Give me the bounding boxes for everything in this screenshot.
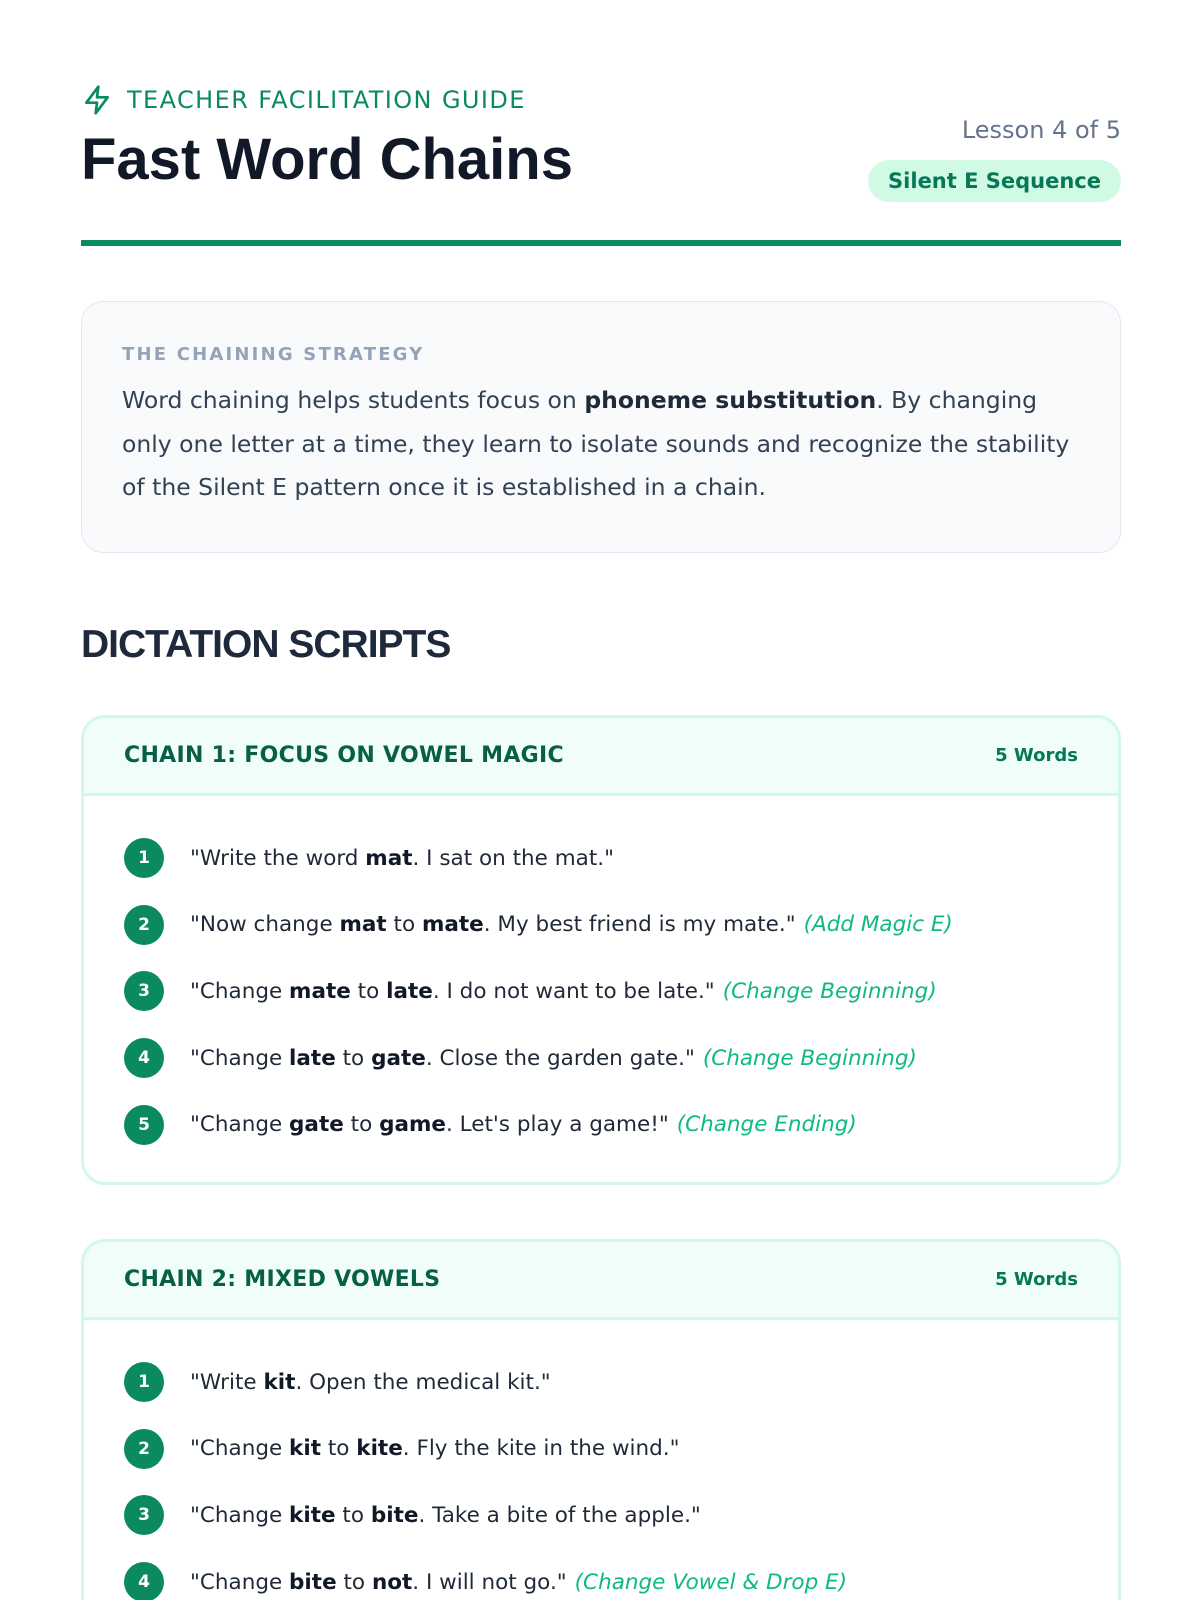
lesson-number: Lesson 4 of 5 — [961, 116, 1121, 144]
target-word: bite — [370, 1502, 419, 1528]
step-number-badge: 3 — [124, 1495, 164, 1535]
script-text: to — [336, 1569, 372, 1595]
strategy-body-emphasis: phoneme substitution — [584, 386, 877, 414]
step-hint: (Change Vowel & Drop E) — [574, 1569, 848, 1595]
target-word: mate — [421, 912, 484, 938]
step-script — [190, 1570, 847, 1595]
step-hint: (Change Beginning) — [722, 978, 937, 1004]
step-number-badge: 4 — [124, 1562, 164, 1600]
strategy-body-rest: . By changing only one letter at a time, they learn to isolate sounds and recognize the stability of the Silent E pattern once it is established in a chain. — [122, 386, 1070, 501]
chain-steps — [84, 1320, 1118, 1600]
strategy-card — [81, 301, 1121, 553]
dictation-step — [124, 1562, 1118, 1600]
target-word: kit — [289, 1436, 321, 1462]
script-text: to — [321, 1436, 357, 1462]
step-number-badge: 3 — [124, 971, 164, 1011]
step-number-badge: 4 — [124, 1038, 164, 1078]
script-text: "Change — [190, 1045, 290, 1071]
chain-word-count: 5 Words — [995, 745, 1078, 766]
script-text: . Close the garden gate." — [425, 1045, 695, 1071]
lesson-meta — [868, 118, 1121, 202]
step-number-badge: 2 — [124, 1429, 164, 1469]
target-word: mat — [365, 845, 413, 871]
target-word: not — [371, 1569, 413, 1595]
target-word: bite — [289, 1569, 337, 1595]
lightning-bolt-icon — [81, 84, 113, 116]
script-text: . Let's play a game!" — [445, 1112, 669, 1138]
guide-eyebrow — [81, 84, 526, 116]
step-hint: (Add Magic E) — [803, 912, 953, 938]
script-text: . Open the medical kit." — [295, 1369, 551, 1395]
script-text: to — [335, 1045, 372, 1071]
script-text: "Change — [190, 1502, 290, 1528]
dictation-step — [124, 1495, 1118, 1535]
target-word: gate — [371, 1045, 426, 1071]
script-text: "Change — [190, 1569, 290, 1595]
script-text: "Change — [190, 978, 290, 1004]
step-script — [190, 1112, 857, 1137]
dictation-step — [124, 1429, 1118, 1469]
step-number-badge: 1 — [124, 1362, 164, 1402]
chain-card — [81, 715, 1121, 1185]
script-text: to — [386, 912, 422, 938]
script-text: "Write the word — [190, 845, 366, 871]
chain-card — [81, 1239, 1121, 1600]
script-text: . My best friend is my mate." — [483, 912, 796, 938]
step-script — [190, 846, 614, 871]
dictation-step — [124, 838, 1118, 878]
step-script — [190, 1046, 917, 1071]
target-word: kit — [263, 1369, 296, 1395]
guide-eyebrow-label: TEACHER FACILITATION GUIDE — [127, 86, 526, 114]
script-text: "Change — [190, 1112, 290, 1138]
script-text: to — [350, 978, 387, 1004]
target-word: kite — [356, 1436, 403, 1462]
chain-word-count: 5 Words — [995, 1269, 1078, 1290]
target-word: game — [379, 1112, 446, 1138]
target-word: gate — [289, 1112, 344, 1138]
target-word: mat — [339, 912, 387, 938]
target-word: late — [289, 1045, 336, 1071]
step-number-badge: 2 — [124, 905, 164, 945]
step-script — [190, 979, 937, 1004]
step-script — [190, 1436, 680, 1461]
chain-header — [84, 718, 1118, 796]
target-word: mate — [289, 978, 351, 1004]
dictation-step — [124, 905, 1118, 945]
script-text: "Now change — [190, 912, 340, 938]
section-title: DICTATION SCRIPTS — [81, 623, 451, 666]
step-script — [190, 1503, 701, 1528]
dictation-step — [124, 1038, 1118, 1078]
step-number-badge: 1 — [124, 838, 164, 878]
script-text: . Fly the kite in the wind." — [402, 1436, 680, 1462]
header-divider — [81, 240, 1121, 246]
strategy-body-intro: Word chaining helps students focus on — [122, 386, 585, 414]
chain-steps — [84, 796, 1118, 1145]
dictation-step — [124, 1105, 1118, 1145]
step-number-badge: 5 — [124, 1105, 164, 1145]
dictation-step — [124, 1362, 1118, 1402]
sequence-badge: Silent E Sequence — [868, 160, 1121, 202]
chain-title: CHAIN 1: FOCUS ON VOWEL MAGIC — [124, 743, 564, 768]
script-text: "Change — [190, 1436, 290, 1462]
script-text: to — [343, 1112, 380, 1138]
chain-header — [84, 1242, 1118, 1320]
chain-title: CHAIN 2: MIXED VOWELS — [124, 1267, 441, 1292]
step-hint: (Change Beginning) — [702, 1045, 917, 1071]
target-word: late — [386, 978, 433, 1004]
script-text: . I do not want to be late." — [432, 978, 715, 1004]
script-text: "Write — [190, 1369, 264, 1395]
script-text: . I sat on the mat." — [412, 845, 614, 871]
step-script — [190, 912, 953, 937]
dictation-step — [124, 971, 1118, 1011]
script-text: . I will not go." — [412, 1569, 567, 1595]
script-text: . Take a bite of the apple." — [418, 1502, 701, 1528]
page-title: Fast Word Chains — [81, 127, 573, 192]
step-script — [190, 1370, 551, 1395]
step-hint: (Change Ending) — [676, 1112, 857, 1138]
strategy-label: THE CHAINING STRATEGY — [122, 344, 425, 365]
strategy-body — [122, 379, 1080, 510]
script-text: to — [335, 1502, 371, 1528]
target-word: kite — [289, 1502, 336, 1528]
